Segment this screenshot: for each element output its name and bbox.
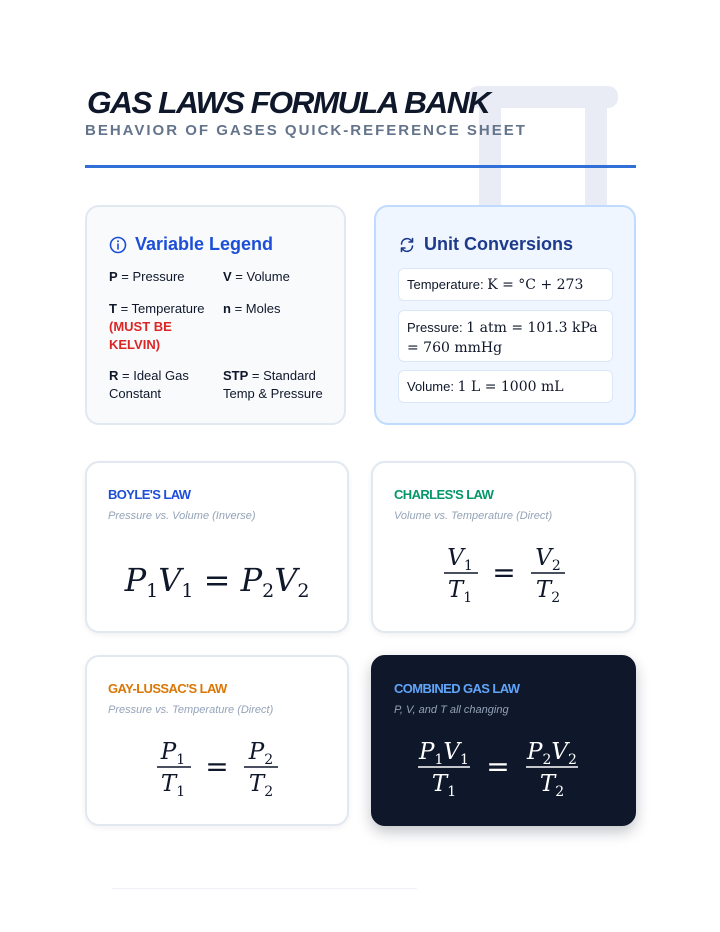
legend-item-stp	[223, 367, 338, 403]
legend-text: = Standard Temp & Pressure	[223, 368, 323, 401]
page-title: GAS LAWS FORMULA BANK	[87, 85, 490, 120]
boyles-law-card	[85, 461, 349, 633]
charles-law-formula	[373, 529, 634, 619]
legend-heading	[109, 234, 273, 255]
variable-legend-card	[85, 205, 346, 425]
unit-conversions-card	[374, 205, 636, 425]
svg-text:P2V2: $P_2V_2$	[526, 738, 577, 768]
svg-text:P1V1: $P_1V_1$	[418, 738, 469, 768]
legend-item-temperature	[109, 300, 214, 354]
info-circle-icon	[109, 236, 127, 254]
svg-text:T2: $T_2$	[248, 770, 274, 800]
legend-symbol: V	[223, 269, 232, 284]
svg-text:P1: $P_1$	[160, 738, 186, 768]
conversion-label: Volume:	[407, 379, 454, 394]
conversion-temperature	[398, 268, 613, 301]
conversion-expression: K = °C + 273	[487, 277, 584, 293]
svg-text:V2: $V_2$	[534, 545, 561, 574]
conversion-expression: 1 L = 1000 mL	[457, 379, 564, 395]
svg-text:T1: $T_1$	[431, 770, 456, 800]
svg-text:T1: $T_1$	[160, 770, 186, 800]
law-subtitle: P, V, and T all changing	[394, 704, 509, 716]
legend-text: = Volume	[231, 269, 290, 284]
svg-text:P2: $P_2$	[248, 738, 274, 768]
law-subtitle: Pressure vs. Temperature (Direct)	[108, 704, 274, 716]
legend-item-pressure	[109, 268, 185, 286]
svg-text:T2: $T_2$	[535, 577, 560, 606]
svg-text:=: =	[485, 749, 510, 783]
boyles-law-formula	[87, 539, 347, 619]
legend-symbol: P	[109, 269, 118, 284]
legend-text: = Temperature	[116, 301, 205, 316]
law-title: COMBINED GAS LAW	[394, 681, 520, 696]
legend-item-moles	[223, 300, 280, 318]
footer-divider	[112, 888, 417, 889]
page-subtitle: BEHAVIOR OF GASES QUICK-REFERENCE SHEET	[85, 122, 527, 139]
conversion-label: Temperature:	[407, 277, 484, 292]
charles-law-card	[371, 461, 636, 633]
svg-text:=: =	[491, 556, 516, 589]
legend-text: = Moles	[230, 301, 281, 316]
kelvin-warning: (MUST BE KELVIN)	[109, 319, 172, 352]
combined-gas-law-formula	[373, 723, 634, 812]
legend-symbol: T	[109, 301, 117, 316]
conversion-expression: 1 atm = 101.3 kPa	[466, 320, 598, 336]
header-divider	[85, 165, 636, 168]
units-heading	[398, 234, 573, 255]
law-subtitle: Volume vs. Temperature (Direct)	[394, 510, 553, 522]
law-title: CHARLES'S LAW	[394, 487, 494, 502]
conversion-expression-continued: = 760 mmHg	[407, 340, 503, 356]
conversion-label: Pressure:	[407, 320, 463, 335]
law-title: BOYLE'S LAW	[108, 487, 191, 502]
law-subtitle: Pressure vs. Volume (Inverse)	[108, 510, 256, 522]
combined-gas-law-card	[371, 655, 636, 826]
legend-item-gas-constant	[109, 367, 209, 403]
legend-symbol: n	[223, 301, 231, 316]
legend-heading-text: Variable Legend	[135, 234, 274, 254]
svg-text:P1V1 = P2V2: P1V1 = P2V2	[124, 561, 310, 602]
conversion-pressure	[398, 310, 613, 362]
svg-text:V1: $V_1$	[446, 545, 473, 574]
refresh-arrows-icon	[398, 236, 416, 254]
law-title: GAY-LUSSAC'S LAW	[108, 681, 227, 696]
gay-lussac-law-formula	[87, 723, 347, 812]
legend-text: = Ideal Gas Constant	[109, 368, 189, 401]
svg-text:=: =	[205, 749, 229, 783]
legend-text: = Pressure	[117, 269, 185, 284]
svg-text:T2: $T_2$	[539, 770, 564, 800]
svg-text:T1: $T_1$	[447, 577, 472, 606]
gay-lussac-law-card	[85, 655, 349, 826]
units-heading-text: Unit Conversions	[424, 234, 574, 254]
conversion-volume	[398, 370, 613, 403]
legend-item-volume	[223, 268, 290, 286]
legend-symbol: STP	[223, 368, 249, 383]
legend-symbol: R	[109, 368, 119, 383]
